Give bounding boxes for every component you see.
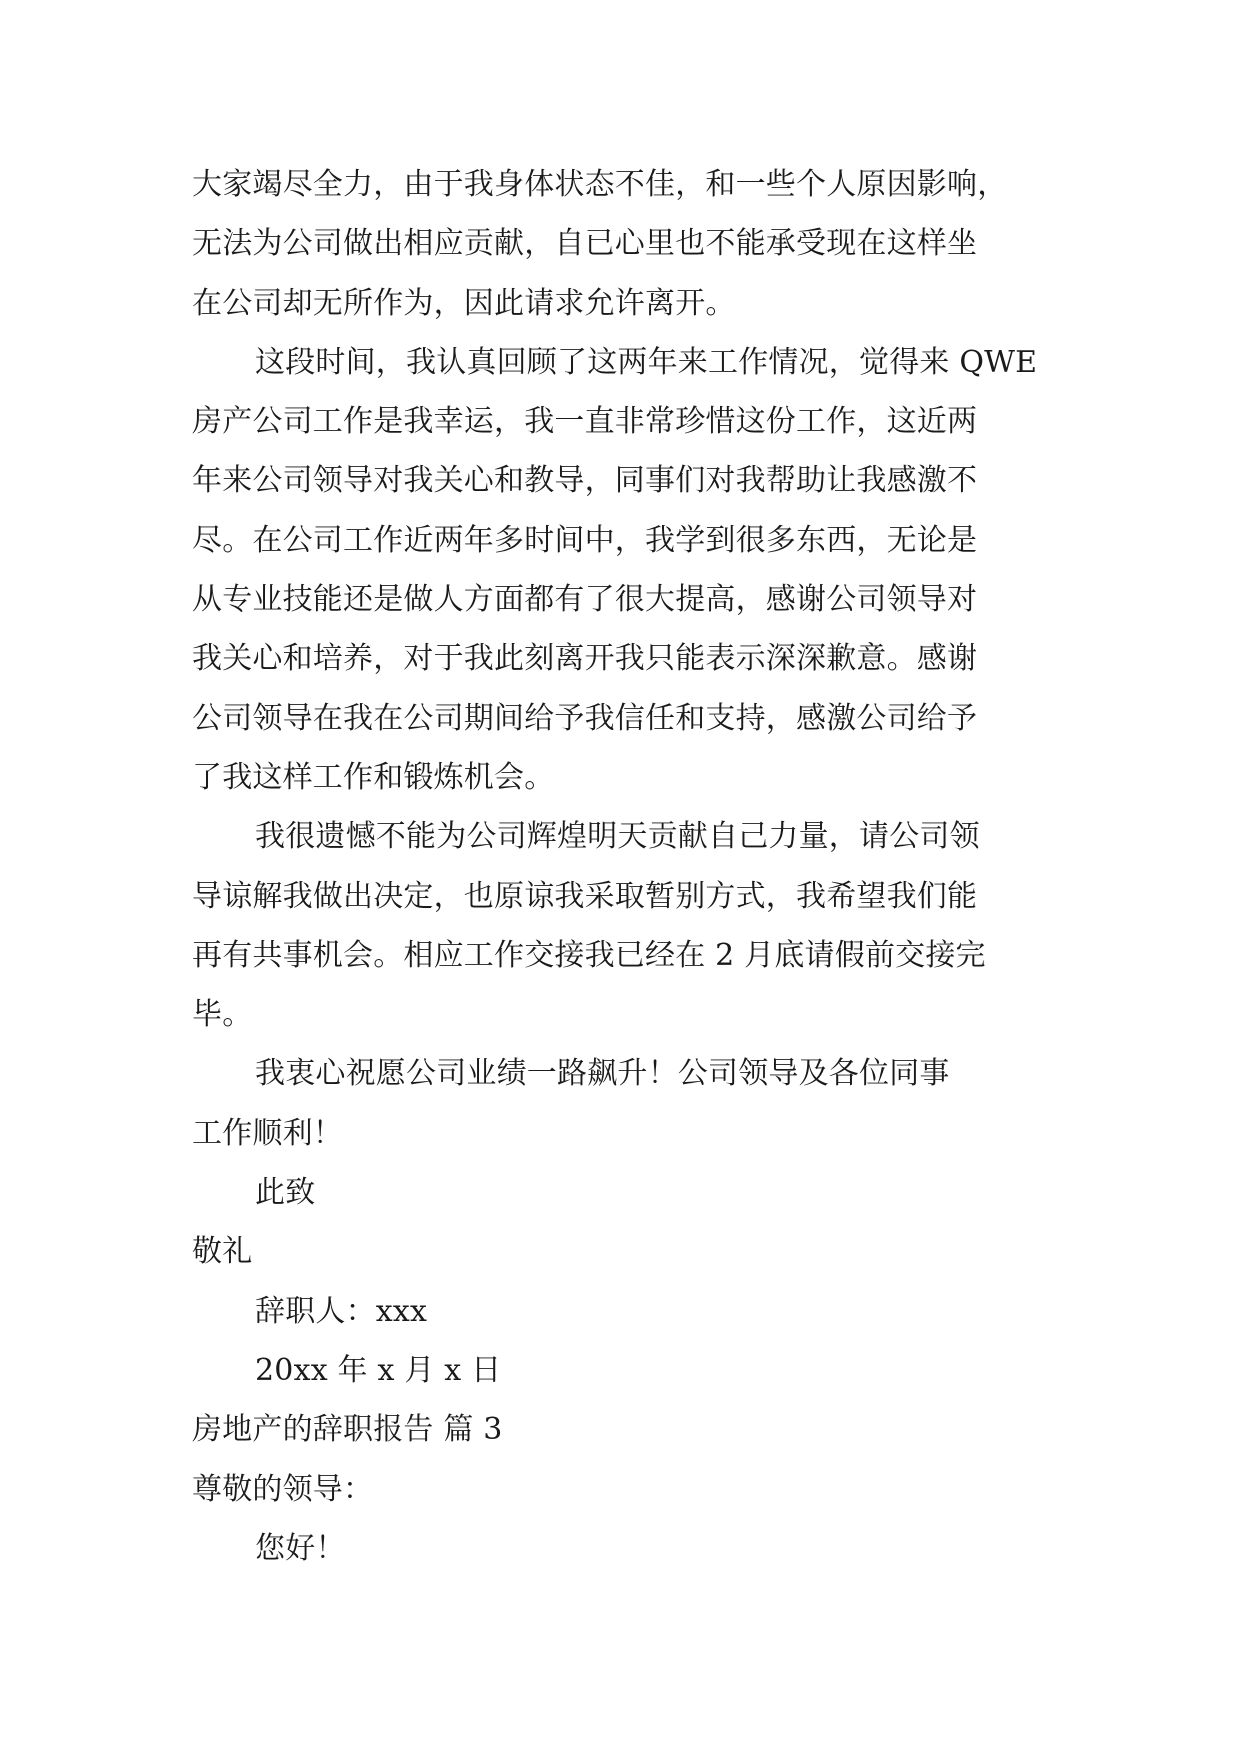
text-line: 我关心和培养，对于我此刻离开我只能表示深深歉意。感谢 — [192, 641, 978, 677]
text-line: 工作顺利！ — [192, 1115, 343, 1151]
text-line: 毕。 — [192, 997, 253, 1033]
greeting-recipient: 尊敬的领导： — [192, 1471, 374, 1507]
text-line: 房产公司工作是我幸运，我一直非常珍惜这份工作，这近两 — [192, 404, 978, 440]
text-line: 无法为公司做出相应贡献，自已心里也不能承受现在这样坐 — [192, 226, 978, 262]
date-line: 20xx 年 x 月 x 日 — [255, 1352, 502, 1388]
section-heading: 房地产的辞职报告 篇 3 — [192, 1412, 503, 1448]
signature-line: 辞职人：xxx — [255, 1293, 428, 1329]
paragraph-start-line: 我衷心祝愿公司业绩一路飙升！公司领导及各位同事 — [255, 1056, 950, 1092]
text-line: 大家竭尽全力，由于我身体状态不佳，和一些个人原因影响， — [192, 167, 1008, 202]
paragraph-start-line: 我很遗憾不能为公司辉煌明天贡献自己力量，请公司领 — [255, 819, 980, 855]
letter-body — [192, 155, 1052, 1578]
paragraph-start-line: 这段时间，我认真回顾了这两年来工作情况，觉得来 QWE — [255, 344, 1038, 380]
text-line: 尽。在公司工作近两年多时间中，我学到很多东西，无论是 — [192, 522, 978, 558]
closing-respect: 敬礼 — [192, 1234, 253, 1270]
text-line: 公司领导在我在公司期间给予我信任和支持，感激公司给予 — [192, 700, 978, 736]
text-line: 从专业技能还是做人方面都有了很大提高，感谢公司领导对 — [192, 582, 978, 618]
text-line: 再有共事机会。相应工作交接我已经在 2 月底请假前交接完 — [192, 937, 986, 973]
text-line: 在公司却无所作为，因此请求允许离开。 — [192, 285, 736, 321]
greeting-line: 您好！ — [255, 1530, 346, 1566]
text-line: 了我这样工作和锻炼机会。 — [192, 759, 555, 795]
closing-salutation: 此致 — [255, 1175, 316, 1211]
text-line: 年来公司领导对我关心和教导，同事们对我帮助让我感激不 — [192, 463, 978, 499]
text-line: 导谅解我做出决定，也原谅我采取暂别方式，我希望我们能 — [192, 878, 978, 914]
